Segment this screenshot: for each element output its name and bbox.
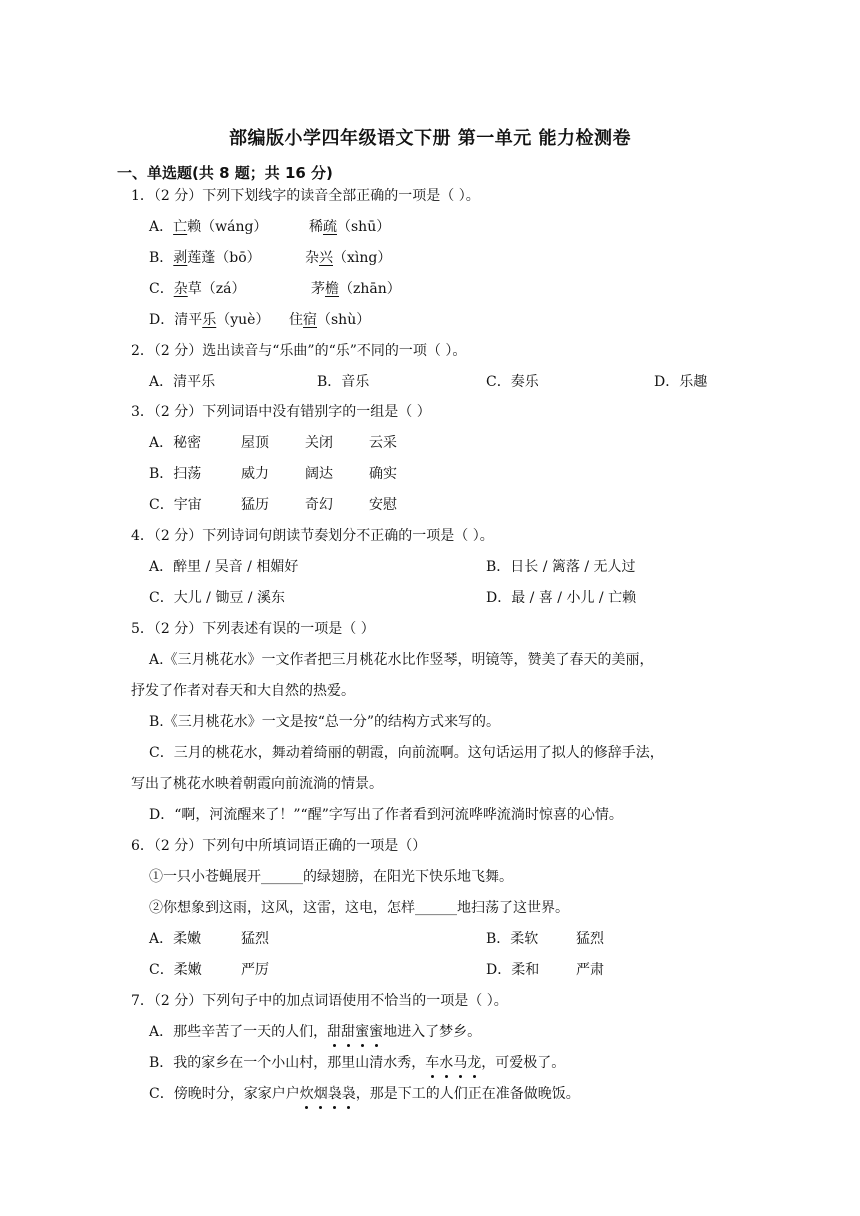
question-2-option-d[interactable]: D．乐趣 — [654, 374, 708, 390]
question-4-option-c[interactable]: C．大儿 / 锄豆 / 溪东 — [149, 590, 285, 606]
dotted-char: 袅 — [341, 1086, 356, 1102]
question-7-option-b[interactable]: B．我的家乡在一个小山村，那里山清水秀，车水马龙，可爱极了。 — [149, 1055, 566, 1071]
question-6-sentence-2: ②你想象到这雨，这风，这雷，这电，怎样______地扫荡了这世界。 — [149, 900, 569, 916]
question-2-option-a[interactable]: A．清平乐 — [149, 374, 216, 390]
question-4-option-d[interactable]: D．最 / 喜 / 小儿 / 亡赖 — [486, 590, 637, 606]
dotted-char: 袅 — [327, 1086, 342, 1102]
question-6-option-a[interactable]: A．柔嫩 猛烈 — [149, 931, 269, 947]
question-7-stem: 7．（2 分）下列句子中的加点词语使用不恰当的一项是（ ）。 — [131, 993, 508, 1009]
question-2-option-b[interactable]: B．音乐 — [317, 374, 370, 390]
question-2-option-c[interactable]: C．奏乐 — [486, 374, 539, 390]
question-1-option-c[interactable]: C．杂草（zá） 茅檐（zhān） — [149, 281, 401, 297]
question-4-option-a[interactable]: A．醉里 / 吴音 / 相媚好 — [149, 559, 299, 575]
underlined-char: 剥 — [173, 250, 188, 266]
dotted-char: 烟 — [313, 1086, 328, 1102]
dotted-char: 炊 — [299, 1086, 314, 1102]
question-6-option-b[interactable]: B．柔软 猛烈 — [486, 931, 604, 947]
question-5-option-a-continued: 抒发了作者对春天和大自然的热爱。 — [131, 683, 355, 699]
underlined-char: 兴 — [319, 250, 333, 266]
question-1-option-a[interactable]: A．亡赖（wáng） 稀疏（shū） — [149, 219, 391, 235]
question-4-option-b[interactable]: B．日长 / 篱落 / 无人过 — [486, 559, 636, 575]
question-5-option-a[interactable]: A.《三月桃花水》一文作者把三月桃花水比作竖琴，明镜等，赞美了春天的美丽， — [149, 652, 654, 668]
question-3-option-a[interactable]: A．秘密 屋顶 关闭 云采 — [149, 435, 397, 451]
question-7-option-c[interactable]: C．傍晚时分，家家户户炊烟袅袅，那是下工的人们正在准备做晚饭。 — [149, 1086, 580, 1102]
question-3-option-c[interactable]: C．宇宙 猛历 奇幻 安慰 — [149, 497, 397, 513]
question-7-option-a[interactable]: A．那些辛苦了一天的人们，甜甜蜜蜜地进入了梦乡。 — [149, 1024, 482, 1040]
dotted-char: 马 — [453, 1055, 468, 1071]
question-2-stem: 2．（2 分）选出读音与“乐曲”的“乐”不同的一项（ ）。 — [131, 343, 467, 359]
question-3-stem: 3．（2 分）下列词语中没有错别字的一组是（ ） — [131, 404, 431, 420]
underlined-char: 疏 — [323, 219, 337, 235]
dotted-char: 蜜 — [355, 1024, 370, 1040]
question-1-option-b[interactable]: B．剥莲蓬（bō） 杂兴（xìng） — [149, 250, 392, 266]
dotted-char: 车 — [425, 1055, 440, 1071]
question-6-option-d[interactable]: D．柔和 严肃 — [486, 962, 604, 978]
question-5-stem: 5．（2 分）下列表述有误的一项是（ ） — [131, 621, 375, 637]
underlined-char: 宿 — [303, 312, 317, 328]
question-5-option-b[interactable]: B.《三月桃花水》一文是按“总一分”的结构方式来写的。 — [149, 714, 501, 730]
underlined-char: 杂 — [173, 281, 188, 297]
dotted-char: 甜 — [327, 1024, 342, 1040]
question-6-sentence-1: ①一只小苍蝇展开______的绿翅膀，在阳光下快乐地飞舞。 — [149, 869, 513, 885]
underlined-char: 亡 — [173, 219, 188, 235]
question-1-stem: 1．（2 分）下列下划线字的读音全部正确的一项是（ ）。 — [131, 188, 480, 204]
underlined-char: 檐 — [325, 281, 339, 297]
question-1-option-d[interactable]: D．清平乐（yuè） 住宿（shù） — [149, 312, 371, 328]
dotted-char: 甜 — [341, 1024, 356, 1040]
question-3-option-b[interactable]: B．扫荡 威力 阔达 确实 — [149, 466, 397, 482]
question-5-option-c[interactable]: C．三月的桃花水，舞动着绮丽的朝霞，向前流啊。这句话运用了拟人的修辞手法， — [149, 745, 664, 761]
dotted-char: 龙 — [467, 1055, 482, 1071]
question-6-option-c[interactable]: C．柔嫩 严厉 — [149, 962, 269, 978]
question-5-option-d[interactable]: D．“啊，河流醒来了！”“醒”字写出了作者看到河流哗哗流淌时惊喜的心情。 — [149, 807, 623, 823]
page-title: 部编版小学四年级语文下册 第一单元 能力检测卷 — [228, 128, 632, 149]
section-heading: 一、单选题(共 8 题；共 16 分) — [117, 164, 333, 182]
question-5-option-c-continued: 写出了桃花水映着朝霞向前流淌的情景。 — [131, 776, 383, 792]
dotted-char: 水 — [439, 1055, 454, 1071]
question-4-stem: 4．（2 分）下列诗词句朗读节奏划分不正确的一项是（ ）。 — [131, 528, 494, 544]
question-6-stem: 6．（2 分）下列句中所填词语正确的一项是（） — [131, 838, 427, 854]
underlined-char: 乐 — [202, 312, 217, 328]
dotted-char: 蜜 — [369, 1024, 384, 1040]
